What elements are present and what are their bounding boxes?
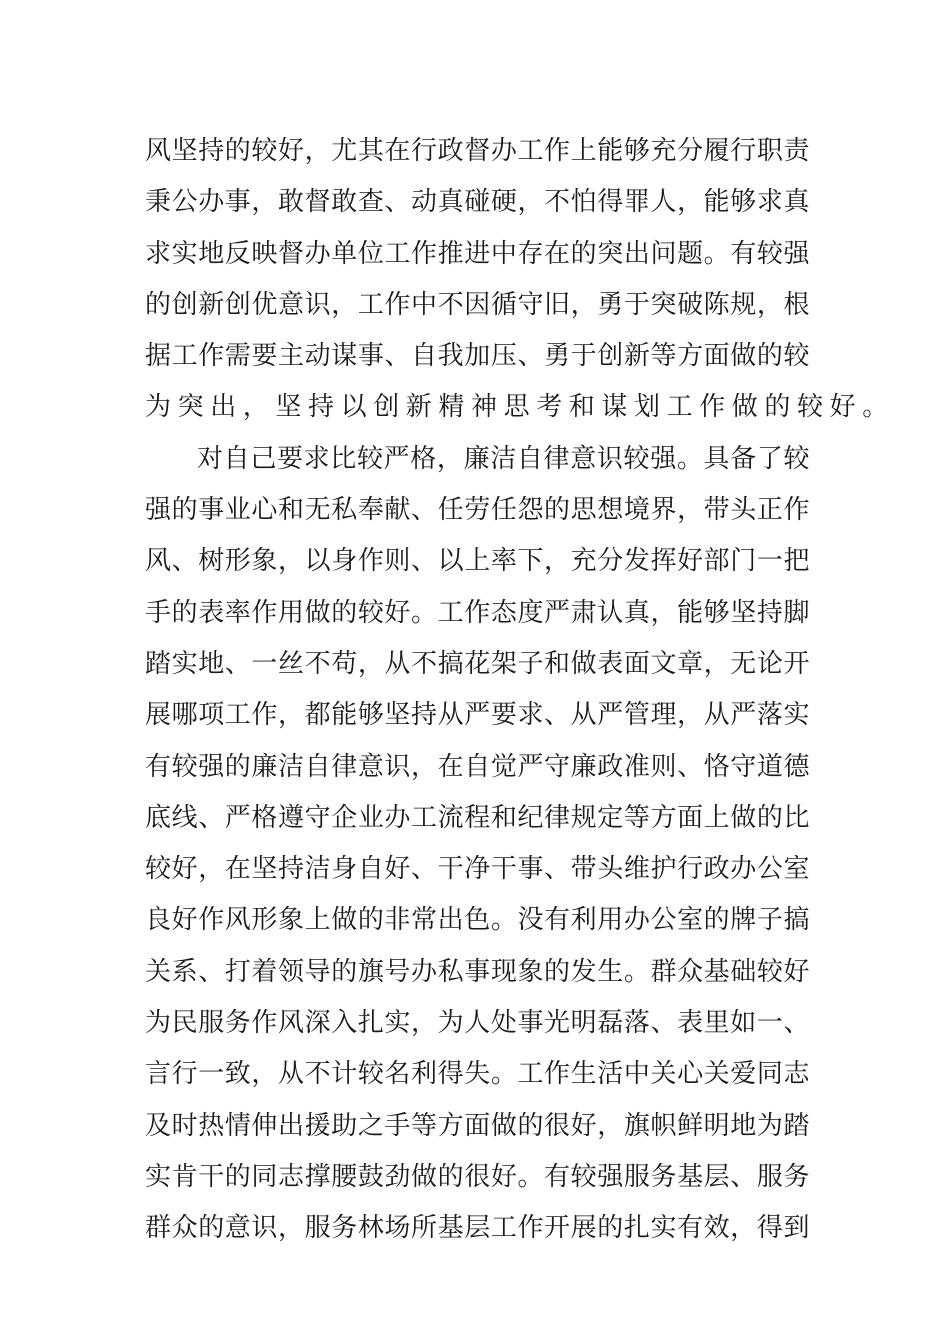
text-line: 实肯干的同志撑腰鼓劲做的很好。有较强服务基层、服务	[145, 1161, 810, 1192]
text-line: 言行一致，从不计较名利得失。工作生活中关心关爱同志	[145, 1059, 810, 1090]
text-line: 强的事业心和无私奉献、任劳任怨的思想境界，带头正作	[145, 495, 810, 526]
text-line: 有较强的廉洁自律意识，在自觉严守廉政准则、恪守道德	[145, 751, 810, 782]
text-line: 关系、打着领导的旗号办私事现象的发生。群众基础较好	[145, 956, 810, 987]
text-line: 踏实地、一丝不苟，从不搞花架子和做表面文章，无论开	[145, 648, 810, 679]
paragraph-end-line: 为突出，坚持以创新精神思考和谋划工作做的较好。	[145, 392, 895, 423]
text-line: 据工作需要主动谋事、自我加压、勇于创新等方面做的较	[145, 341, 810, 372]
text-line: 风坚持的较好，尤其在行政督办工作上能够充分履行职责	[145, 136, 810, 166]
text-line: 较好，在坚持洁身自好、干净干事、带头维护行政办公室	[145, 854, 810, 885]
text-line: 求实地反映督办单位工作推进中存在的突出问题。有较强	[145, 238, 810, 269]
text-line: 展哪项工作，都能够坚持从严要求、从严管理，从严落实	[145, 700, 810, 731]
text-line: 及时热情伸出援助之手等方面做的很好，旗帜鲜明地为踏	[145, 1110, 810, 1141]
text-line: 风、树形象，以身作则、以上率下，充分发挥好部门一把	[145, 546, 810, 577]
text-line: 为民服务作风深入扎实，为人处事光明磊落、表里如一、	[145, 1008, 810, 1039]
text-line: 手的表率作用做的较好。工作态度严肃认真，能够坚持脚	[145, 597, 810, 628]
text-line: 秉公办事，敢督敢查、动真碰硬，不怕得罪人，能够求真	[145, 187, 810, 218]
text-line: 群众的意识，服务林场所基层工作开展的扎实有效，得到	[145, 1213, 810, 1244]
text-line: 的创新创优意识，工作中不因循守旧，勇于突破陈规，根	[145, 289, 810, 320]
text-line: 底线、严格遵守企业办工流程和纪律规定等方面上做的比	[145, 802, 810, 833]
body-text	[145, 126, 895, 1255]
text-line: 良好作风形象上做的非常出色。没有利用办公室的牌子搞	[145, 905, 810, 936]
paragraph-start-line: 对自己要求比较严格，廉洁自律意识较强。具备了较	[197, 443, 810, 474]
